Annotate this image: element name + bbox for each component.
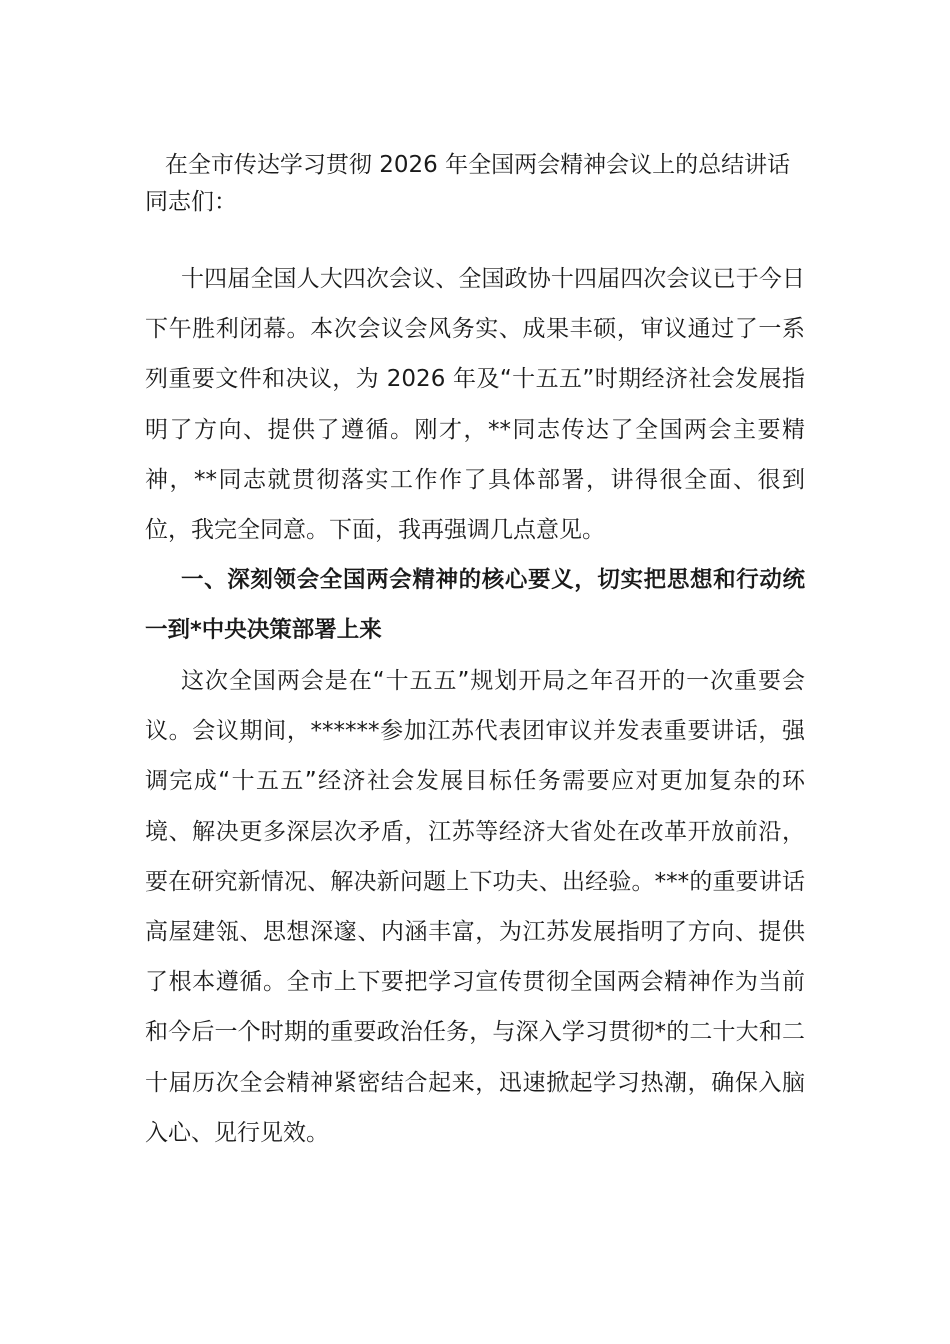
paragraph-intro: 十四届全国人大四次会议、全国政协十四届四次会议已于今日下午胜利闭幕。本次会议会风务实、成果丰硕，审议通过了一系列重要文件和决议，为 2026 年及“十五五”时期经济社会发展指明了方向、提供了遵循。刚才，**同志传达了全国两会主要精神，**同志就贯彻落实工作作了具体部署，讲得很全面、很到位，我完全同意。下面，我再强调几点意见。 [145,266,805,544]
section-heading-1: 一、深刻领会全国两会精神的核心要义，切实把思想和行动统一到*中央决策部署上来 [145,567,805,644]
document-title: 在全市传达学习贯彻 2026 年全国两会精神会议上的总结讲话 [164,152,791,178]
salutation: 同志们： [145,189,237,215]
paragraph-section-1: 这次全国两会是在“十五五”规划开局之年召开的一次重要会议。会议期间，******参加江苏代表团审议并发表重要讲话，强调完成“十五五”经济社会发展目标任务需要应对更加复杂的环境、解决更多深层次矛盾，江苏等经济大省处在改革开放前沿，要在研究新情况、解决新问题上下功夫、出经验。***的重要讲话高屋建瓴、思想深邃、内涵丰富，为江苏发展指明了方向、提供了根本遵循。全市上下要把学习宣传贯彻全国两会精神作为当前和今后一个时期的重要政治任务，与深入学习贯彻*的二十大和二十届历次全会精神紧密结合起来，迅速掀起学习热潮，确保入脑入心、见行见效。 [145,668,805,1146]
